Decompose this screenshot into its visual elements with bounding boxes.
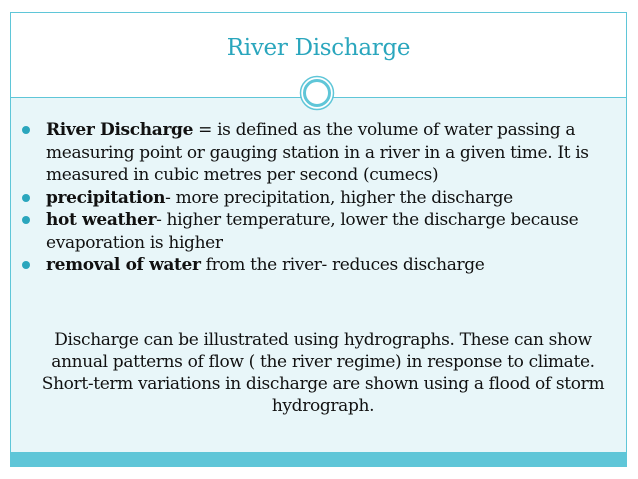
bullet-dot-icon: [22, 216, 30, 224]
bullet-term: hot weather: [46, 210, 157, 230]
summary-paragraph: Discharge can be illustrated using hydrographs. These can show annual patterns of flow ( the river regime) in response to climate. Short-term variations in discharge are shown using a flood of storm hydrograph.: [41, 330, 605, 416]
slide-frame: [10, 12, 627, 467]
bottom-bar: [11, 452, 626, 466]
bullet-item: [19, 254, 615, 277]
bullet-text: from the river- reduces discharge: [200, 255, 485, 275]
bullet-term: precipitation: [46, 187, 166, 208]
bullet-item: [19, 187, 615, 210]
bullet-text: = is defined as the volume of water passing a measuring point or gauging station in a river in a given time. It is measured in cubic metres per second (cumecs): [46, 120, 589, 185]
bullet-dot-icon: [22, 194, 30, 202]
bullet-list: [19, 119, 615, 277]
bullet-dot-icon: [22, 261, 30, 269]
double-ring-icon: [299, 75, 335, 111]
bullet-item: [19, 209, 615, 254]
bullet-dot-icon: [22, 126, 30, 134]
bullet-term: removal of water: [46, 255, 201, 275]
slide-title: River Discharge: [226, 35, 411, 61]
bullet-text: - higher temperature, lower the discharge because evaporation is higher: [46, 210, 579, 253]
content-area: [11, 98, 626, 454]
bullet-text: - more precipitation, higher the discharge: [165, 187, 513, 208]
bullet-term: River Discharge: [46, 120, 194, 140]
bullet-item: [19, 119, 615, 187]
